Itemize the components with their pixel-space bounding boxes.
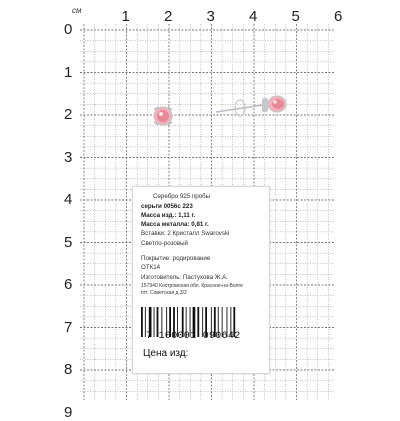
ruler-y-label: 4 — [64, 191, 73, 208]
ruler-x-label: 1 — [121, 8, 130, 25]
ruler-x-label: 4 — [249, 8, 258, 25]
ruler-y-label: 9 — [64, 403, 73, 421]
ruler-y-label: 6 — [64, 276, 73, 293]
ruler-x-label: 6 — [334, 8, 343, 25]
tag-price-label: Цена изд: — [143, 348, 189, 359]
product-tag — [132, 186, 270, 374]
ruler-y-label: 1 — [64, 63, 73, 81]
tag-inserts: Вставки: 2 Кристалл Swarovski — [141, 230, 230, 237]
tag-otk: ОТК14 — [141, 264, 161, 271]
right-earring — [216, 96, 286, 116]
tag-address-2: пгт. Советская д.3/2 — [141, 290, 187, 296]
ruler-x-label: 3 — [206, 8, 215, 25]
tag-color: Светло-розовый — [141, 240, 189, 247]
tag-address-1: 157940 Костромская обл. Красное-на-Волге — [141, 283, 243, 289]
tag-coating: Покрытие: родирование — [141, 255, 211, 262]
ruler-y-label: 5 — [64, 233, 73, 251]
ruler-y-label: 0 — [64, 21, 73, 38]
tag-mass-item: Масса изд.: 1,11 г. — [141, 212, 196, 219]
ruler-x-label: 2 — [164, 8, 173, 25]
ruler-y-label: 8 — [64, 361, 73, 378]
barcode-number: 7 100001 090642 — [146, 331, 241, 342]
ruler-y-label: 2 — [64, 106, 73, 123]
ruler-y-label: 7 — [64, 318, 73, 336]
tag-mass-metal: Масса металла: 0,81 г. — [141, 221, 209, 228]
left-earring — [154, 107, 172, 125]
tag-article: серьги 0056с 223 — [141, 203, 193, 210]
tag-material: Серебро 925 пробы — [153, 193, 211, 200]
ruler-unit-label: см — [72, 6, 82, 15]
tag-maker: Изготовитель: Пастухова Ж.А. — [141, 274, 229, 281]
ruler-y-label: 3 — [64, 148, 73, 166]
ruler-x-label: 5 — [291, 8, 300, 25]
